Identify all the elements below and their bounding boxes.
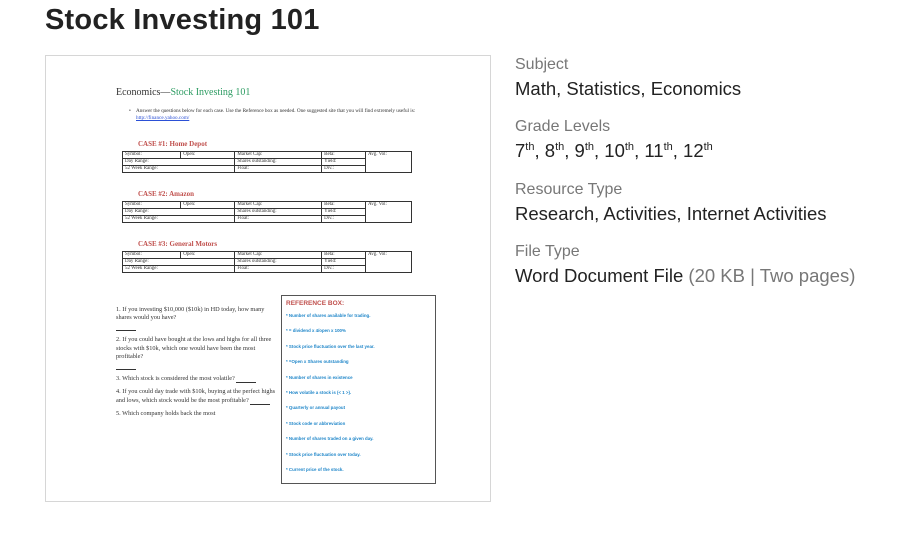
case-cell: Float: [235,266,322,273]
case-cell: Symbol: [123,152,181,159]
detail-label: Subject [515,56,569,73]
case-cell: Market Cap: [235,152,322,159]
question-text: 4. If you could day trade with $10k, buying at the perfect highs and lows, which stock would be the most profitable? [116,388,276,404]
resource-preview-image[interactable] [45,55,491,502]
case-cell: Open: [181,152,235,159]
doc-heading-prefix: Economics— [116,87,171,98]
doc-heading [116,87,250,98]
case-cell: Day Range: [123,209,235,216]
case-cell: Avg. Vol: [366,202,412,223]
case-cell: 52 Week Range: [123,216,235,223]
reference-item: * Stock price fluctuation over the last year. [286,343,375,349]
case-cell: Shares outstanding: [235,259,322,266]
file-type-value: Word Document File [515,265,684,286]
case-cell: Div.: [322,166,366,173]
case-cell: Div.: [322,216,366,223]
file-size-note: (20 KB | Two pages) [688,265,856,286]
reference-item: * Number of shares in existence [286,374,353,380]
detail-file-type [515,242,855,288]
case-cell: Open: [181,202,235,209]
doc-heading-title: Stock Investing 101 [170,87,251,98]
detail-label: Grade Levels [515,118,611,135]
case-title: CASE #1: Home Depot [138,140,208,148]
case-cell: Yield: [322,209,366,216]
grade-number: 9 [574,140,585,161]
reference-item: * Stock price fluctuation over today. [286,451,361,457]
grade-number: 11 [644,140,664,161]
case-cell: Day Range: [123,159,235,166]
case-cell: Float: [235,166,322,173]
case-cell: Beta: [322,152,366,159]
question-text: 5. Which company holds back the most [116,410,216,418]
reference-item: * Number of shares traded on a given day. [286,436,374,442]
case-table [122,251,412,273]
detail-label: File Type [515,243,580,260]
grade-item [644,140,672,161]
case-cell: Div.: [322,266,366,273]
case-cell: Market Cap: [235,252,322,259]
grade-item [545,140,564,161]
reference-box [281,295,436,484]
case-cell: Avg. Vol: [366,152,412,173]
grade-item [604,140,634,161]
detail-resource-type [515,180,827,226]
grade-suffix: th [624,140,635,153]
detail-grade-levels [515,117,713,163]
case-cell: Beta: [322,202,366,209]
reference-item: * Stock code or abbreviation [286,420,346,426]
answer-blank [116,363,136,370]
case-title: CASE #2: Amazon [138,190,195,198]
question-item [116,336,276,370]
grade-item [515,140,534,161]
grade-suffix: th [703,140,713,153]
doc-instructions-text: Answer the questions below for each case. Use the Reference box as needed. One suggested site that you will find extremely useful is: [136,108,416,114]
case-cell: Yield: [322,259,366,266]
question-item [116,410,276,418]
reference-item: * =Open x Shares outstanding [286,359,349,365]
case-table [122,201,412,223]
resource-type-value[interactable]: Research, Activities, Internet Activities [515,203,827,224]
case-cell: 52 Week Range: [123,266,235,273]
reference-item: * Current price of the stock. [286,466,344,472]
question-item [116,388,276,405]
grade-number: 10 [604,140,625,161]
case-cell: Beta: [322,252,366,259]
page-title: Stock Investing 101 [45,4,320,36]
detail-subject [515,55,741,101]
doc-instructions-link: http://finance.yahoo.com/ [136,115,190,121]
case-cell: Avg. Vol: [366,252,412,273]
question-text: 2. If you could have bought at the lows and highs for all three stocks with $10k, which one would have been the most profitable? [116,336,272,361]
case-cell: Open: [181,252,235,259]
reference-item: * Number of shares available for trading. [286,313,371,318]
case-cell: Shares outstanding: [235,159,322,166]
grade-suffix: th [555,140,565,153]
reference-item: * How volatile a stock is (< 1 >). [286,389,352,395]
answer-blank [236,376,256,383]
question-item [116,306,276,331]
file-type-row [515,264,855,288]
case-cell: Float: [235,216,322,223]
grade-item [683,140,713,161]
grade-number: 12 [683,140,704,161]
case-cell: 52 Week Range: [123,166,235,173]
grade-levels-value[interactable]: 7th, 8th, 9th, 10th, 11th, 12th [515,140,713,161]
grade-item [575,140,594,161]
document-preview [46,56,491,502]
case-cell: Symbol: [123,252,181,259]
grade-suffix: th [525,140,535,153]
subject-value[interactable]: Math, Statistics, Economics [515,78,742,99]
reference-box-title: REFERENCE BOX: [286,300,345,307]
case-cell: Day Range: [123,259,235,266]
questions-list [116,306,276,423]
question-item [116,375,276,383]
case-table [122,151,412,173]
grade-suffix: th [663,140,673,153]
bullet-icon: • [129,108,131,114]
grade-suffix: th [584,140,595,153]
question-text: 3. Which stock is considered the most volatile? [116,374,235,382]
case-cell: Yield: [322,159,366,166]
case-title: CASE #3: General Motors [138,240,218,248]
grade-number: 7 [515,140,526,161]
grade-number: 8 [544,140,556,161]
case-cell: Shares outstanding: [235,209,322,216]
case-cell: Symbol: [123,202,181,209]
answer-blank [250,398,270,405]
case-cell: Market Cap: [235,202,322,209]
answer-blank [116,324,136,331]
question-text: 1. If you investing $10,000 ($10k) in HD today, how many shares would you have? [116,306,265,322]
reference-item: * = dividend x 4/open x 100% [286,328,346,334]
detail-label: Resource Type [515,181,623,198]
reference-item: * Quarterly or annual payout [286,405,346,411]
doc-instructions [129,108,416,122]
